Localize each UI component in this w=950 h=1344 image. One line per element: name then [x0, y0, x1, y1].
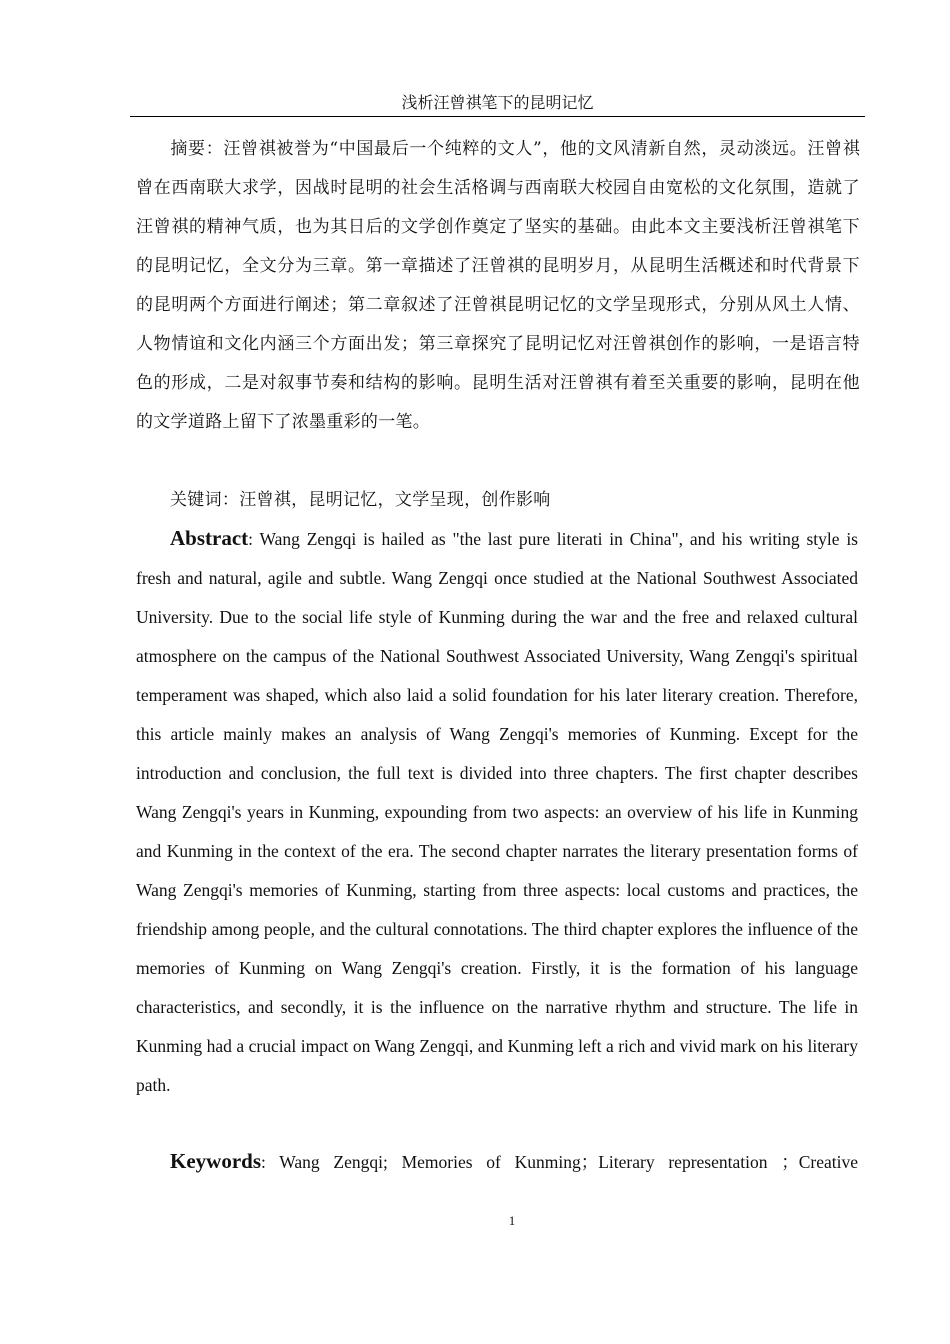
chinese-keywords-label: 关键词：: [170, 490, 240, 510]
english-abstract: [136, 519, 858, 1105]
english-keywords: [136, 1142, 858, 1181]
page-header-title: 浅析汪曾祺笔下的昆明记忆: [130, 92, 865, 117]
chinese-keywords: [136, 481, 860, 520]
english-abstract-text: : Wang Zengqi is hailed as "the last pure literati in China", and his writing style is fresh and natural, agile and subtle. Wang Zengqi once studied at the National Southwest Associated University. Due to the social life style of Kunming during the war and the free and relaxed cultural atmosphere on the campus of the National Southwest Associated University, Wang Zengqi's spiritual temperament was shaped, which also laid a solid foundation for his later literary creation. Therefore, this article mainly makes an analysis of Wang Zengqi's memories of Kunming. Except for the introduction and conclusion, the full text is divided into three chapters. The first chapter describes Wang Zengqi's years in Kunming, expounding from two aspects: an overview of his life in Kunming and Kunming in the context of the era. The second chapter narrates the literary presentation forms of Wang Zengqi's memories of Kunming, starting from three aspects: local customs and practices, the friendship among people, and the cultural connotations. The third chapter explores the influence of the memories of Kunming on Wang Zengqi's creation. Firstly, it is the formation of his language characteristics, and secondly, it is the influence on the narrative rhythm and structure. The life in Kunming had a crucial impact on Wang Zengqi, and Kunming left a rich and vivid mark on his literary path.: [136, 529, 858, 1095]
chinese-abstract: [136, 130, 860, 482]
english-keywords-text: : Wang Zengqi; Memories of Kunming；Literary representation ；Creative: [261, 1152, 858, 1172]
english-keywords-label: Keywords: [170, 1149, 261, 1173]
chinese-abstract-text: 汪曾祺被誉为“中国最后一个纯粹的文人”，他的文风清新自然，灵动淡远。汪曾祺曾在西南联大求学，因战时昆明的社会生活格调与西南联大校园自由宽松的文化氛围，造就了汪曾祺的精神气质，也为其日后的文学创作奠定了坚实的基础。由此本文主要浅析汪曾祺笔下的昆明记忆，全文分为三章。第一章描述了汪曾祺的昆明岁月，从昆明生活概述和时代背景下的昆明两个方面进行阐述；第二章叙述了汪曾祺昆明记忆的文学呈现形式，分别从风土人情、人物情谊和文化内涵三个方面出发；第三章探究了昆明记忆对汪曾祺创作的影响，一是语言特色的形成，二是对叙事节奏和结构的影响。昆明生活对汪曾祺有着至关重要的影响，昆明在他的文学道路上留下了浓墨重彩的一笔。: [136, 139, 860, 432]
chinese-abstract-label: 摘要：: [170, 139, 224, 159]
chinese-keywords-text: 汪曾祺，昆明记忆，文学呈现，创作影响: [239, 490, 551, 510]
english-abstract-label: Abstract: [170, 526, 249, 550]
page-number: 1: [508, 1213, 516, 1228]
